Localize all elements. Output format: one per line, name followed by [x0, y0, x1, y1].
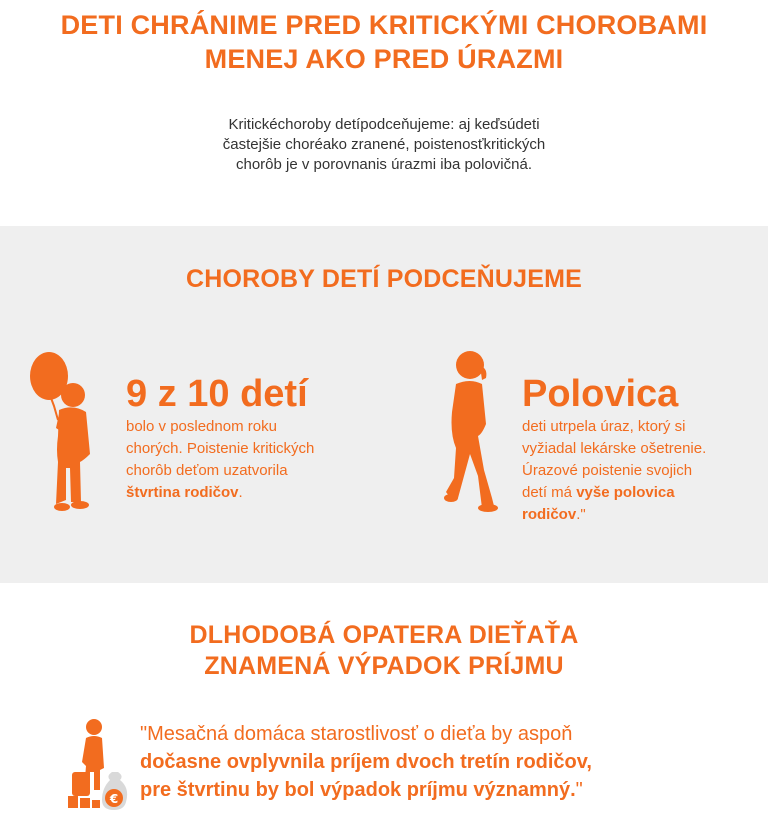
title-line-1: DETI CHRÁNIME PRED KRITICKÝMI CHOROBAMI — [60, 10, 708, 40]
stat-illness — [126, 372, 386, 504]
stat-illness-tail: . — [238, 484, 243, 501]
stat-illness-line-2: chorých. Poistenie kritických — [126, 440, 315, 457]
quote-line-1: "Mesačná domáca starostlivosť o dieťa by aspoň — [140, 723, 573, 745]
stat-injury — [522, 372, 762, 526]
intro-line-1: Kritickéchoroby detípodceňujeme: aj keďsúdeti — [228, 116, 540, 133]
stat-illness-line-1: bolo v poslednom roku — [126, 418, 277, 435]
stat-injury-line-5 — [522, 504, 762, 526]
quote-emphasis-2: pre štvrtinu by bol výpadok príjmu významný. — [140, 779, 576, 801]
quote-line-2 — [140, 748, 740, 776]
income-quote — [140, 720, 740, 804]
stat-injury-line-3: Úrazové poistenie svojich — [522, 462, 693, 479]
stat-injury-emphasis-1: vyše polovica — [576, 484, 675, 501]
section-title-diseases: CHOROBY DETÍ PODCEŇUJEME — [185, 265, 583, 293]
section2-title-line-2: ZNAMENÁ VÝPADOK PRÍJMU — [204, 652, 564, 680]
stat-illness-emphasis: štvrtina rodičov — [126, 484, 239, 501]
quote-line-3 — [140, 776, 740, 804]
child-with-balloon-icon — [26, 350, 108, 515]
intro-line-2: častejšie choréako zranené, poistenosťkritických — [222, 136, 546, 153]
quote-end: " — [575, 779, 583, 801]
stat-injury-line-1: deti utrpela úraz, ktorý si — [522, 418, 686, 435]
intro-text — [150, 115, 618, 175]
child-with-money-bag-icon — [66, 718, 128, 812]
euro-symbol: € — [109, 792, 119, 806]
stat-injury-tail: ." — [576, 506, 586, 523]
stat-injury-line-4 — [522, 482, 762, 504]
stat-illness-line-4 — [126, 482, 386, 504]
stat-injury-line-4-text: detí má — [522, 484, 577, 501]
stat-illness-headline: 9 z 10 detí — [126, 373, 308, 415]
stat-illness-text — [126, 416, 386, 504]
stat-injury-headline: Polovica — [522, 373, 679, 415]
section2-title-line-1: DLHODOBÁ OPATERA DIEŤAŤA — [189, 621, 579, 649]
section-title-income — [0, 620, 768, 682]
title-line-2: MENEJ AKO PRED ÚRAZMI — [204, 44, 564, 74]
quote-emphasis-1: dočasne ovplyvnila príjem dvoch tretín rodičov, — [140, 751, 592, 773]
stat-injury-line-2: vyžiadal lekárske ošetrenie. — [522, 440, 707, 457]
stat-illness-line-3: chorôb deťom uzatvorila — [126, 462, 288, 479]
stat-injury-emphasis-2: rodičov — [522, 506, 577, 523]
walking-child-icon — [438, 348, 500, 516]
page-title — [0, 8, 768, 76]
intro-line-3: chorôb je v porovnanis úrazmi iba polovičná. — [236, 156, 532, 173]
stat-injury-text — [522, 416, 762, 526]
